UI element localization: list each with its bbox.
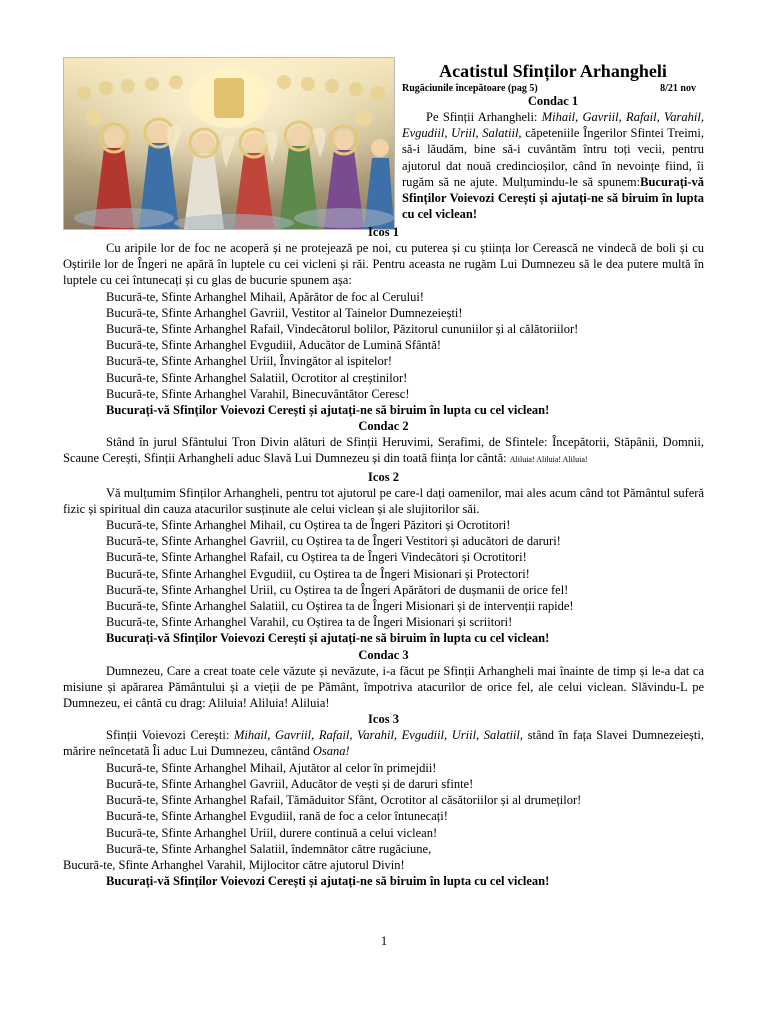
main-text xyxy=(63,224,704,889)
condac-2-text xyxy=(63,434,704,468)
icos-1-line: Bucură-te, Sfinte Arhanghel Rafail, Vindecătorul bolilor, Păzitorul cununiilor și al călătoriilor! xyxy=(106,322,579,337)
subtitle-date: 8/21 nov xyxy=(660,83,696,94)
icos-3-line: Bucură-te, Sfinte Arhanghel Gavriil, Aducător de vești și de daruri sfinte! xyxy=(106,776,474,791)
condac-2-aliluia: Aliluia! Aliluia! Aliluia! xyxy=(509,455,588,465)
icos-1-refrain: Bucurați-vă Sfinților Voievozi Cerești și ajutați-ne să biruim în lupta cu cel viclean! xyxy=(106,403,550,418)
icos-3-heading: Icos 3 xyxy=(368,712,399,727)
icos-3-line: Bucură-te, Sfinte Arhanghel Uriil, durere continuă a celui viclean! xyxy=(106,825,438,840)
subtitle-left: Rugăciunile începătoare (pag 5) xyxy=(402,83,538,94)
condac-1-text xyxy=(402,109,704,222)
icos-1-text: Cu aripile lor de foc ne acoperă și ne protejează pe noi, cu puterea și cu știința lor Cerească ne vindecă de boli și cu Oștirile lor de Îngeri ne apără în luptele cu cei vicleni și răi. Pentru aceasta ne rugăm Lui Dumnezeu să le dea putere multă în luptele cu cei întunecați și cu glas de bucurie spunem așa: xyxy=(63,241,704,288)
condac-1-t1: Pe Sfinții Arhangheli: xyxy=(426,110,542,124)
icos-2-line: Bucură-te, Sfinte Arhanghel Gavriil, cu Oștirea ta de Îngeri Vestitori și aducători de daruri! xyxy=(106,534,561,549)
icos-1-line: Bucură-te, Sfinte Arhanghel Mihail, Apărător de foc al Cerului! xyxy=(106,289,424,304)
archangels-painting-icon xyxy=(64,58,394,229)
condac-1-refrain: Bucurați-vă Sfinților Voievozi Cerești și ajutați-ne să biruim în lupta cu cel viclean! xyxy=(402,174,704,222)
icos-2-line: Bucură-te, Sfinte Arhanghel Rafail, cu Oștirea ta de Îngeri Vindecători și Ocrotitori! xyxy=(106,550,527,565)
condac-1-names: Mihail, Gavriil, Rafail, Varahil, Evgudiil, Uriil, Salatiil, xyxy=(402,110,704,141)
icos-1-line: Bucură-te, Sfinte Arhanghel Uriil, Învingător al ispitelor! xyxy=(106,354,393,369)
icos-1-line: Bucură-te, Sfinte Arhanghel Evgudiil, Aducător de Lumină Sfântă! xyxy=(106,338,441,353)
icos-3-text xyxy=(63,727,704,759)
page-number: 1 xyxy=(380,934,388,948)
icos-1-line: Bucură-te, Sfinte Arhanghel Varahil, Binecuvântător Ceresc! xyxy=(106,386,410,401)
condac-1-t2: căpeteniile Îngerilor Sfintei Treimi, să-i lăudăm, bine să-i cuvântăm întru toți vecii, pentru ajutorul dat nouă credincioșilor, când în nevoințe fiind, îi rugăm să ne ajute. Mulțumindu-le să spunem: xyxy=(402,126,704,189)
icos-3-line: Bucură-te, Sfinte Arhanghel Rafail, Tămăduitor Sfânt, Ocrotitor al căsătoriilor și al drumeților! xyxy=(106,793,582,808)
icos-3-t1: Sfinții Voievozi Cerești: xyxy=(106,728,234,743)
title-block xyxy=(402,60,704,95)
icos-2-text: Vă mulțumim Sfinților Arhangheli, pentru tot ajutorul pe care-l dați oamenilor, mai ales acum când tot Pământul suferă fizic și spiritual din cauza atacurilor susținute ale celui viclean și ale slujitorilor săi. xyxy=(63,485,704,516)
icos-3-t2: stând în fața Slavei Dumnezeiești, mărire neîncetată Îi aduc Lui Dumnezeu, cântând xyxy=(63,728,704,759)
icos-1-line: Bucură-te, Sfinte Arhanghel Salatiil, Ocrotitor al creștinilor! xyxy=(106,370,408,385)
icos-3-refrain: Bucurați-vă Sfinților Voievozi Cerești și ajutați-ne să biruim în lupta cu cel viclean! xyxy=(106,874,550,889)
icos-2-line: Bucură-te, Sfinte Arhanghel Evgudiil, cu Oștirea ta de Îngeri Misionari și Protectori! xyxy=(106,566,530,581)
icos-2-line: Bucură-te, Sfinte Arhanghel Mihail, cu Oștirea ta de Îngeri Păzitori și Ocrotitori! xyxy=(106,518,511,533)
archangels-icon-image xyxy=(63,57,395,230)
icos-2-refrain: Bucurați-vă Sfinților Voievozi Cerești și ajutați-ne să biruim în lupta cu cel viclean! xyxy=(106,631,550,646)
condac-2-heading: Condac 2 xyxy=(358,419,409,434)
icos-3-line: Bucură-te, Sfinte Arhanghel Evgudiil, rană de foc a celor întunecați! xyxy=(106,809,448,824)
icos-3-line: Bucură-te, Sfinte Arhanghel Mihail, Ajutător al celor în primejdii! xyxy=(106,760,437,775)
page-title: Acatistul Sfinților Arhangheli xyxy=(439,61,667,81)
icos-3-osana: Osana! xyxy=(312,744,350,759)
icos-2-line: Bucură-te, Sfinte Arhanghel Salatiil, cu Oștirea ta de Îngeri Misionari și de intervenții rapide! xyxy=(106,599,574,614)
icos-3-last-line: Bucură-te, Sfinte Arhanghel Varahil, Mijlocitor către ajutorul Divin! xyxy=(63,857,405,872)
condac-1-section xyxy=(402,93,704,222)
condac-3-heading: Condac 3 xyxy=(358,647,409,662)
condac-1-heading: Condac 1 xyxy=(527,94,579,108)
icos-3-names: Mihail, Gavriil, Rafail, Varahil, Evgudiil, Uriil, Salatiil, xyxy=(233,728,524,743)
icos-3-line: Bucură-te, Sfinte Arhanghel Salatiil, îndemnător către rugăciune, xyxy=(106,841,432,856)
icos-2-line: Bucură-te, Sfinte Arhanghel Varahil, cu Oștirea ta de Îngeri Misionari și scriitori! xyxy=(106,615,513,630)
condac-2-body: Stând în jurul Sfântului Tron Divin alături de Sfinții Heruvimi, Serafimi, de Sfintele: Începătorii, Stăpânii, Domnii, Scaune Cerești, Sfinții Arhangheli aduc Slavă Lui Dumnezeu și din toată ființa lor cântă: xyxy=(63,435,704,466)
condac-3-text: Dumnezeu, Care a creat toate cele văzute și nevăzute, i-a făcut pe Sfinții Arhangheli mai înainte de timp și le-a dat ca misiune și apărarea Pământului și a vieții de pe Pământ, împotriva atacurilor de orice fel, ale celui viclean. Slăvindu-L pe Dumnezeu, ei cântă cu drag: Aliluia! Aliluia! Aliluia! xyxy=(63,663,704,711)
icos-1-line: Bucură-te, Sfinte Arhanghel Gavriil, Vestitor al Tainelor Dumnezeiești! xyxy=(106,305,463,320)
icos-1-heading: Icos 1 xyxy=(368,225,399,239)
icos-2-heading: Icos 2 xyxy=(368,469,399,484)
icos-2-line: Bucură-te, Sfinte Arhanghel Uriil, cu Oștirea ta de Îngeri Apărători de dușmanii de orice fel! xyxy=(106,582,569,597)
